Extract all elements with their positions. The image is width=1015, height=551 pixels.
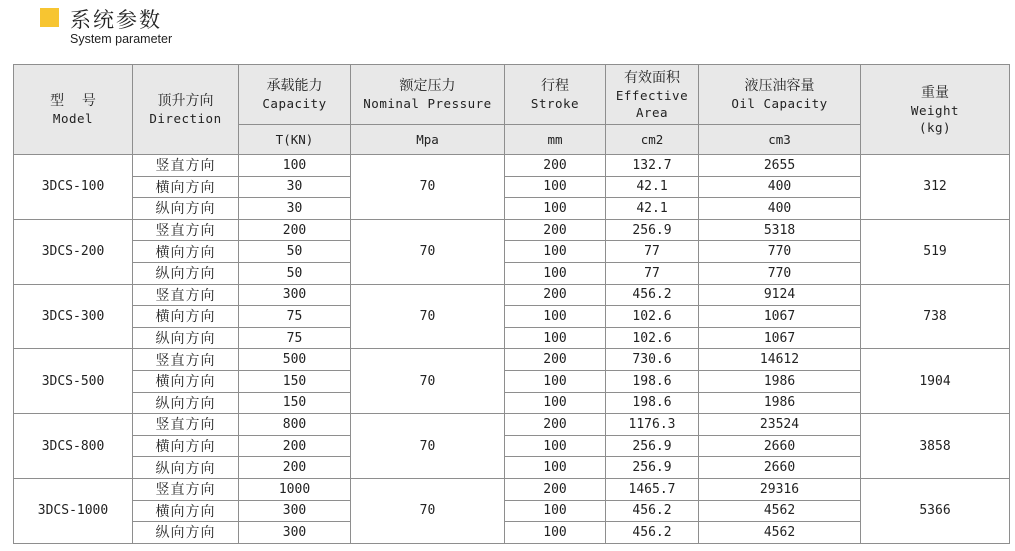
unit-area [606,125,699,155]
table-row [14,392,1010,414]
cell-capacity: 1000 [239,478,351,500]
cell-capacity: 200 [239,457,351,479]
table-row [14,219,1010,241]
cell-oil: 400 [699,176,861,198]
cell-direction: 竖直方向 [133,414,239,436]
cell-model: 3DCS-500 [14,349,133,414]
cell-oil: 5318 [699,219,861,241]
cell-direction: 横向方向 [133,370,239,392]
table-row [14,198,1010,220]
table-row [14,414,1010,436]
col-header-model-en: Model [52,111,94,126]
cell-oil: 770 [699,241,861,263]
col-header-area-zh: 有效面积 [624,69,680,86]
cell-direction: 纵向方向 [133,522,239,544]
cell-area: 456.2 [606,284,699,306]
unit-capacity-text: T(KN) [275,131,314,147]
cell-pressure: 70 [351,284,505,349]
cell-oil: 400 [699,198,861,220]
cell-oil: 14612 [699,349,861,371]
table-row [14,478,1010,500]
cell-stroke: 200 [505,284,606,306]
cell-model: 3DCS-300 [14,284,133,349]
cell-oil: 2660 [699,435,861,457]
cell-capacity: 300 [239,522,351,544]
unit-pressure [351,125,505,155]
cell-capacity: 75 [239,306,351,328]
col-header-oil-en: Oil Capacity [731,96,828,111]
cell-weight: 5366 [861,478,1010,543]
cell-stroke: 200 [505,414,606,436]
col-header-oil [699,65,861,125]
cell-weight: 312 [861,155,1010,220]
col-header-area-en2: Area [635,104,669,120]
unit-area-text: cm2 [640,131,664,147]
table-row [14,306,1010,328]
cell-capacity: 50 [239,241,351,263]
cell-oil: 1067 [699,327,861,349]
cell-direction: 纵向方向 [133,457,239,479]
cell-stroke: 100 [505,176,606,198]
cell-area: 730.6 [606,349,699,371]
cell-model: 3DCS-100 [14,155,133,220]
cell-oil: 770 [699,262,861,284]
cell-stroke: 200 [505,349,606,371]
col-header-model-zh: 型 号 [50,93,96,109]
unit-stroke-text: mm [547,131,563,147]
col-header-weight-en: Weight [910,102,960,118]
cell-stroke: 100 [505,392,606,414]
table-row [14,176,1010,198]
cell-oil: 1986 [699,392,861,414]
cell-direction: 纵向方向 [133,392,239,414]
cell-area: 256.9 [606,457,699,479]
col-header-direction-zh: 顶升方向 [157,93,214,109]
section-marker-icon [40,8,59,27]
cell-stroke: 100 [505,306,606,328]
cell-model: 3DCS-200 [14,219,133,284]
cell-direction: 横向方向 [133,306,239,328]
col-header-weight [861,65,1010,155]
cell-oil: 4562 [699,522,861,544]
col-header-weight-unit: (kg) [918,119,952,135]
cell-area: 102.6 [606,327,699,349]
cell-pressure: 70 [351,219,505,284]
cell-stroke: 200 [505,155,606,177]
cell-area: 77 [606,241,699,263]
cell-direction: 纵向方向 [133,262,239,284]
cell-area: 456.2 [606,522,699,544]
cell-pressure: 70 [351,155,505,220]
col-header-stroke [505,65,606,125]
cell-pressure: 70 [351,349,505,414]
cell-direction: 横向方向 [133,241,239,263]
cell-direction: 竖直方向 [133,219,239,241]
cell-direction: 横向方向 [133,176,239,198]
table-row [14,241,1010,263]
cell-capacity: 50 [239,262,351,284]
cell-model: 3DCS-1000 [14,478,133,543]
system-parameter-table [13,64,1010,544]
cell-oil: 2660 [699,457,861,479]
col-header-oil-zh: 液压油容量 [744,78,815,94]
cell-area: 256.9 [606,219,699,241]
cell-capacity: 150 [239,370,351,392]
cell-area: 132.7 [606,155,699,177]
cell-stroke: 100 [505,370,606,392]
unit-pressure-text: Mpa [416,131,439,147]
col-header-pressure-en: Nominal Pressure [363,96,492,111]
table-body [14,155,1010,544]
cell-capacity: 30 [239,176,351,198]
cell-stroke: 100 [505,198,606,220]
table-row [14,370,1010,392]
cell-area: 77 [606,262,699,284]
cell-direction: 横向方向 [133,500,239,522]
cell-stroke: 100 [505,500,606,522]
cell-stroke: 100 [505,241,606,263]
unit-oil [699,125,861,155]
cell-oil: 4562 [699,500,861,522]
cell-stroke: 100 [505,327,606,349]
col-header-direction [133,65,239,155]
cell-weight: 738 [861,284,1010,349]
table-row [14,500,1010,522]
cell-direction: 横向方向 [133,435,239,457]
cell-area: 456.2 [606,500,699,522]
cell-stroke: 100 [505,262,606,284]
unit-oil-text: cm3 [768,131,791,147]
cell-oil: 29316 [699,478,861,500]
cell-capacity: 30 [239,198,351,220]
col-header-capacity-en: Capacity [262,96,327,111]
cell-stroke: 200 [505,478,606,500]
col-header-weight-zh: 重量 [921,84,949,101]
section-subtitle: System parameter [70,32,173,46]
cell-capacity: 200 [239,435,351,457]
cell-oil: 1067 [699,306,861,328]
cell-direction: 竖直方向 [133,478,239,500]
col-header-pressure-zh: 额定压力 [399,78,456,94]
cell-oil: 2655 [699,155,861,177]
table-row [14,457,1010,479]
cell-oil: 1986 [699,370,861,392]
cell-model: 3DCS-800 [14,414,133,479]
cell-direction: 纵向方向 [133,327,239,349]
cell-pressure: 70 [351,414,505,479]
cell-capacity: 100 [239,155,351,177]
table-row [14,349,1010,371]
cell-stroke: 100 [505,435,606,457]
cell-area: 1465.7 [606,478,699,500]
table-row [14,327,1010,349]
cell-capacity: 75 [239,327,351,349]
cell-area: 1176.3 [606,414,699,436]
cell-capacity: 200 [239,219,351,241]
cell-area: 198.6 [606,392,699,414]
table-row [14,522,1010,544]
col-header-model [14,65,133,155]
cell-direction: 竖直方向 [133,155,239,177]
cell-capacity: 300 [239,284,351,306]
col-header-capacity-zh: 承载能力 [266,78,323,94]
col-header-area [606,65,699,125]
col-header-area-en1: Effective [615,87,689,103]
cell-weight: 3858 [861,414,1010,479]
cell-area: 198.6 [606,370,699,392]
unit-capacity [239,125,351,155]
cell-area: 256.9 [606,435,699,457]
cell-capacity: 300 [239,500,351,522]
cell-area: 42.1 [606,198,699,220]
cell-weight: 519 [861,219,1010,284]
col-header-direction-en: Direction [149,111,222,126]
cell-oil: 9124 [699,284,861,306]
cell-capacity: 500 [239,349,351,371]
unit-stroke [505,125,606,155]
section-title: 系统参数 [70,8,162,32]
cell-stroke: 100 [505,457,606,479]
table-row [14,284,1010,306]
cell-oil: 23524 [699,414,861,436]
table-row [14,262,1010,284]
cell-direction: 竖直方向 [133,284,239,306]
cell-direction: 竖直方向 [133,349,239,371]
cell-area: 42.1 [606,176,699,198]
cell-area: 102.6 [606,306,699,328]
cell-capacity: 800 [239,414,351,436]
table-row [14,155,1010,177]
col-header-stroke-en: Stroke [530,96,580,111]
cell-pressure: 70 [351,478,505,543]
cell-stroke: 100 [505,522,606,544]
cell-weight: 1904 [861,349,1010,414]
cell-stroke: 200 [505,219,606,241]
cell-capacity: 150 [239,392,351,414]
cell-direction: 纵向方向 [133,198,239,220]
table-row [14,435,1010,457]
col-header-capacity [239,65,351,125]
col-header-pressure [351,65,505,125]
col-header-stroke-zh: 行程 [541,78,569,94]
